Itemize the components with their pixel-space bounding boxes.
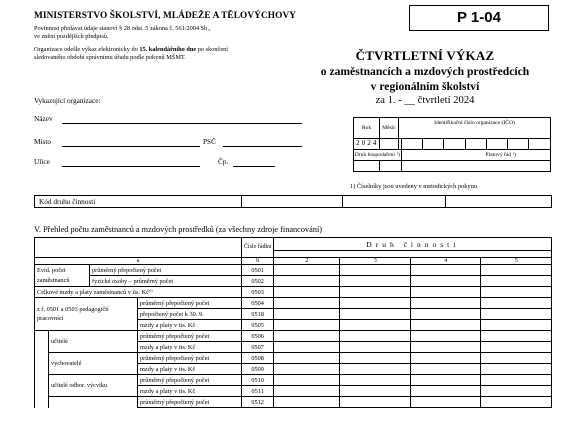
activity-code-cell[interactable] — [445, 196, 446, 207]
psc-label: PSČ — [203, 137, 216, 146]
data-cell[interactable] — [481, 331, 552, 342]
street-field[interactable] — [62, 166, 200, 167]
data-cell[interactable] — [274, 364, 340, 375]
data-cell[interactable] — [411, 320, 481, 331]
ico-digit-cell[interactable] — [401, 139, 422, 150]
data-cell[interactable] — [274, 353, 340, 364]
data-cell[interactable] — [481, 386, 552, 397]
educators-label: vychovatelé — [49, 353, 138, 375]
ico-header: Identifikační číslo organizace (IČO) — [399, 118, 551, 139]
activity-code-label: Kód druhu činnosti — [39, 197, 96, 206]
activity-code-cell[interactable] — [241, 196, 242, 207]
data-cell[interactable] — [411, 353, 481, 364]
data-cell[interactable] — [481, 298, 552, 309]
druh-hosp-label: Druh hospodaření ¹) — [354, 150, 402, 161]
data-cell[interactable] — [481, 397, 552, 408]
data-cell[interactable] — [274, 276, 340, 287]
data-cell[interactable] — [340, 342, 411, 353]
street-label: Ulice — [34, 157, 50, 166]
data-cell[interactable] — [411, 397, 481, 408]
row-label: průměrný přepočtený počet — [138, 298, 242, 309]
row-number: 0510 — [242, 375, 274, 386]
instr-line-1 — [34, 46, 274, 54]
data-cell[interactable] — [481, 342, 552, 353]
instr-line-2: sledovaného období správnímu úřadu podle pokynů MŠMT. — [34, 54, 186, 61]
activity-code-row — [34, 195, 552, 208]
data-cell[interactable] — [274, 386, 340, 397]
row-label: průměrný přepočtený počet — [138, 331, 242, 342]
name-field[interactable] — [62, 123, 302, 124]
data-cell[interactable] — [274, 375, 340, 386]
row-label: mzdy a platy v tis. Kč — [138, 342, 242, 353]
place-label: Místo — [34, 137, 52, 146]
row-number: 0503 — [242, 287, 274, 298]
mesic-header: Měsíc — [380, 118, 399, 139]
year-cell — [354, 139, 380, 150]
row-number: 0508 — [242, 353, 274, 364]
law-notice — [34, 25, 274, 41]
data-cell[interactable] — [340, 320, 411, 331]
id-box — [353, 117, 551, 172]
row-number: 0511 — [242, 386, 274, 397]
reporting-org-label: Vykazující organizace: — [34, 96, 101, 105]
data-cell[interactable] — [340, 265, 411, 276]
title-line-1: ČTVRTLETNÍ VÝKAZ — [355, 48, 495, 63]
data-cell[interactable] — [340, 298, 411, 309]
psc-field[interactable] — [223, 146, 302, 147]
data-cell[interactable] — [274, 342, 340, 353]
row-number: 0509 — [242, 364, 274, 375]
data-cell[interactable] — [340, 287, 411, 298]
data-cell[interactable] — [411, 342, 481, 353]
name-label: Název — [34, 114, 53, 123]
ico-digit-cell[interactable] — [529, 139, 551, 150]
footnote: 1) Číselníky jsou uvedeny v metodických pokynu — [350, 183, 478, 190]
cp-field[interactable] — [233, 166, 275, 167]
data-cell[interactable] — [481, 287, 552, 298]
instr-part-2: po skončení — [196, 46, 229, 53]
law-line-1: Povinnost předávat údaje stanoví § 28 odst. 5 zákona č. 561/2004 Sb., — [34, 25, 211, 32]
row-label: mzdy a platy v tis. Kč — [138, 364, 242, 375]
row-label: fyzické osoby – průměrný počet — [90, 276, 242, 287]
data-cell[interactable] — [411, 287, 481, 298]
row-label: průměrný přepočtený počet — [90, 265, 242, 276]
ico-digit-cell[interactable] — [444, 139, 465, 150]
row-label: přepočtený počet k 30. 9. — [138, 309, 242, 320]
col-b: b — [242, 258, 274, 265]
instr-bold: 15. kalendářního dne — [139, 46, 197, 53]
data-cell[interactable] — [340, 386, 411, 397]
data-cell[interactable] — [411, 298, 481, 309]
ico-digit-cell[interactable] — [422, 139, 443, 150]
header-blank — [35, 238, 242, 258]
ico-digit-cell[interactable] — [486, 139, 507, 150]
ico-digit-cell[interactable] — [508, 139, 529, 150]
data-cell[interactable] — [340, 309, 411, 320]
row-number: 0506 — [242, 331, 274, 342]
row-number-header: Číslo řádku — [242, 238, 274, 258]
evid-pocet-label: Evid. počet zaměstnanců — [35, 265, 90, 287]
activity-type-subheader — [274, 251, 552, 258]
activity-code-cell[interactable] — [342, 196, 343, 207]
data-cell[interactable] — [481, 364, 552, 375]
vocational-teachers-label: učitelé odbor. výcviku — [49, 375, 138, 397]
data-cell[interactable] — [274, 309, 340, 320]
data-cell[interactable] — [411, 386, 481, 397]
col-a: a — [35, 258, 242, 265]
indent-cell — [35, 331, 49, 408]
title-line-3: v regionálním školství — [370, 80, 480, 93]
data-cell[interactable] — [340, 276, 411, 287]
employee-table — [34, 237, 552, 408]
col-2: 2 — [274, 258, 340, 265]
year-digit: 4 — [372, 139, 379, 147]
data-cell[interactable] — [340, 364, 411, 375]
ico-digit-cell[interactable] — [465, 139, 486, 150]
data-cell[interactable] — [411, 331, 481, 342]
data-cell[interactable] — [274, 320, 340, 331]
title-line-4: za 1. - __ čtvrtletí 2024 — [375, 95, 475, 106]
submission-instructions — [34, 46, 274, 62]
data-cell[interactable] — [411, 276, 481, 287]
data-cell[interactable] — [340, 375, 411, 386]
data-cell[interactable] — [274, 287, 340, 298]
year-digit: 0 — [361, 139, 368, 147]
report-title — [290, 48, 560, 108]
data-cell[interactable] — [340, 397, 411, 408]
row-number: 0507 — [242, 342, 274, 353]
total-wages-label: Celkové mzdy a platy zaměstnanců v tis. Kč⁷⁾ — [35, 287, 242, 298]
col-4: 4 — [411, 258, 481, 265]
data-cell[interactable] — [481, 265, 552, 276]
row-label: průměrný přepočtený počet — [138, 375, 242, 386]
section-title: V. Přehled počtu zaměstnanců a mzdových prostředků (za všechny zdroje financování) — [34, 225, 323, 234]
data-cell[interactable] — [481, 375, 552, 386]
month-cell[interactable] — [380, 139, 399, 150]
row-number: 0518 — [242, 309, 274, 320]
data-cell[interactable] — [274, 298, 340, 309]
row-label: mzdy a platy v tis. Kč — [138, 320, 242, 331]
rok-header: Rok — [354, 118, 380, 139]
row-label: mzdy a platy v tis. Kč — [138, 386, 242, 397]
col-3: 3 — [340, 258, 411, 265]
cp-label: Čp. — [218, 157, 229, 166]
data-cell[interactable] — [481, 353, 552, 364]
data-cell[interactable] — [274, 265, 340, 276]
druh-hosp-cell[interactable] — [354, 161, 380, 172]
platovy-rad-cell[interactable] — [401, 161, 550, 172]
row-number: 0512 — [242, 397, 274, 408]
data-cell[interactable] — [411, 375, 481, 386]
druh-hosp-cell[interactable] — [380, 161, 402, 172]
year-digit: 2 — [356, 139, 362, 147]
data-cell[interactable] — [411, 364, 481, 375]
data-cell[interactable] — [340, 331, 411, 342]
data-cell[interactable] — [411, 309, 481, 320]
row-label: průměrný přepočtený počet — [138, 397, 242, 408]
data-cell[interactable] — [481, 276, 552, 287]
activity-type-header: Druh činnosti — [274, 238, 552, 251]
data-cell[interactable] — [481, 320, 552, 331]
data-cell[interactable] — [274, 397, 340, 408]
row-number: 0502 — [242, 276, 274, 287]
row-number: 0505 — [242, 320, 274, 331]
law-line-2: ve znění pozdějších předpisů. — [34, 33, 109, 40]
year-digit: 2 — [367, 139, 373, 147]
instr-part-1: Organizace odešle výkaz elektronicky do — [34, 46, 140, 53]
place-field[interactable] — [62, 146, 200, 147]
title-line-2: o zaměstnancích a mzdových prostředcích — [320, 65, 530, 78]
data-cell[interactable] — [411, 265, 481, 276]
row-label: průměrný přepočtený počet — [138, 353, 242, 364]
ministry-name: MINISTERSTVO ŠKOLSTVÍ, MLÁDEŽE A TĚLOVÝCHOVY — [34, 11, 297, 21]
col-5: 5 — [481, 258, 552, 265]
data-cell[interactable] — [274, 331, 340, 342]
pedagogical-label: z ř. 0501 a 0503 pedagogičtí pracovníci — [35, 298, 138, 331]
row-number: 0501 — [242, 265, 274, 276]
data-cell[interactable] — [481, 309, 552, 320]
next-group-label — [49, 397, 138, 408]
row-number: 0504 — [242, 298, 274, 309]
teachers-label: učitelé — [49, 331, 138, 353]
platovy-rad-label: Platový řád ¹) — [401, 150, 550, 161]
data-cell[interactable] — [340, 353, 411, 364]
form-code-box: P 1-04 — [409, 5, 549, 31]
